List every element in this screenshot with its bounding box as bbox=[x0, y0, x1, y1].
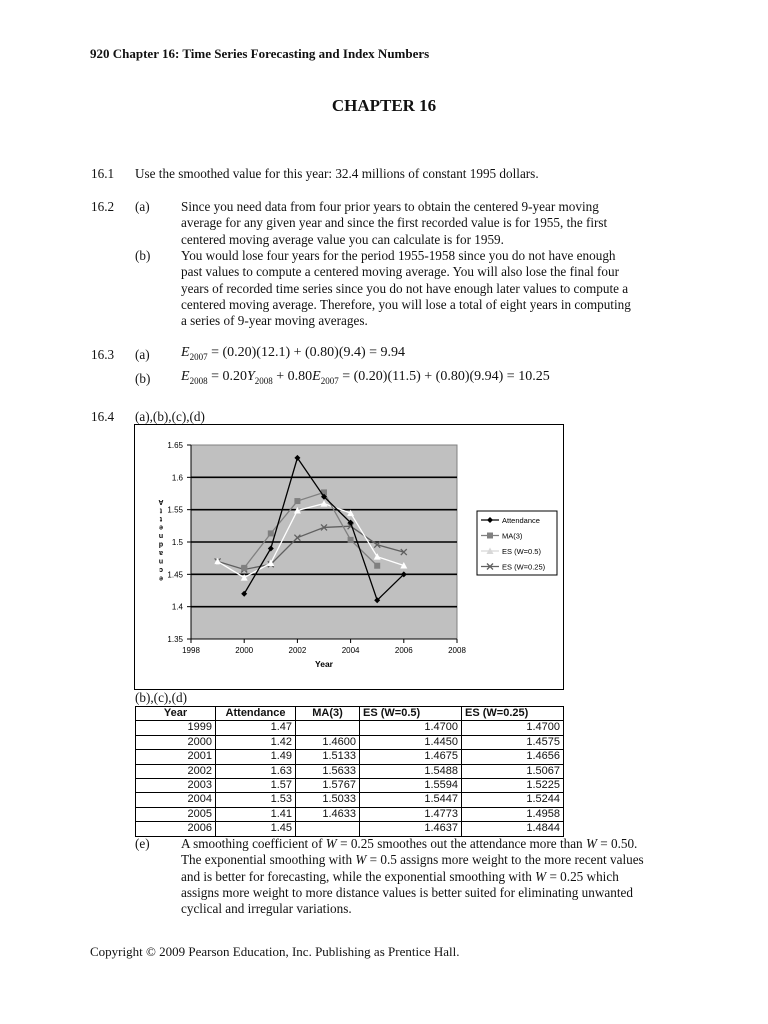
col-header-es05: ES (W=0.5) bbox=[360, 707, 462, 721]
problem-number-16-3: 16.3 bbox=[91, 347, 115, 362]
x-axis-label: Year bbox=[315, 659, 333, 669]
equation-16-3b bbox=[181, 369, 550, 386]
legend bbox=[477, 511, 557, 575]
part-label-16-4e: (e) bbox=[135, 836, 150, 851]
text-line: years of recorded time series since you do not have enough later values to compute a bbox=[181, 280, 629, 296]
y-tick-label: 1.6 bbox=[171, 473, 183, 483]
col-header-attendance: Attendance bbox=[216, 707, 296, 721]
symbol-w: W bbox=[355, 852, 367, 868]
text-span: = 0.25 which bbox=[546, 868, 619, 884]
table-cell: 1.4633 bbox=[296, 807, 360, 821]
results-table bbox=[135, 706, 564, 837]
line-chart bbox=[135, 425, 563, 689]
part-label-16-2a: (a) bbox=[135, 199, 150, 214]
y-tick-label: 1.45 bbox=[167, 570, 183, 580]
text-line bbox=[181, 852, 671, 868]
symbol-w: W bbox=[325, 836, 337, 851]
table-row bbox=[136, 807, 564, 821]
equation-16-3a bbox=[181, 345, 405, 362]
problem-number-16-2: 16.2 bbox=[91, 199, 115, 214]
eq-text: = 0.20 bbox=[207, 369, 247, 384]
table-cell: 1.5447 bbox=[360, 793, 462, 807]
answer-16-2a bbox=[181, 199, 671, 248]
table-cell bbox=[296, 822, 360, 836]
table-cell: 1.45 bbox=[216, 822, 296, 836]
answer-16-1: Use the smoothed value for this year: 32.4 millions of constant 1995 dollars. bbox=[135, 166, 539, 181]
table-cell: 1.57 bbox=[216, 779, 296, 793]
y-tick-label: 1.65 bbox=[167, 441, 183, 450]
x-tick-label: 2006 bbox=[394, 646, 413, 655]
table-cell: 1.5067 bbox=[462, 764, 564, 778]
table-cell: 1.4450 bbox=[360, 735, 462, 749]
running-header: 920 Chapter 16: Time Series Forecasting and Index Numbers bbox=[90, 46, 430, 61]
text-line: cyclical and irregular variations. bbox=[181, 901, 352, 917]
table-cell: 1.4575 bbox=[462, 735, 564, 749]
part-label-16-3a: (a) bbox=[135, 347, 150, 362]
table-cell: 1.4637 bbox=[360, 822, 462, 836]
text-line: You would lose four years for the period 1955-1958 since you do not have enough bbox=[181, 248, 616, 263]
table-cell: 1.4773 bbox=[360, 807, 462, 821]
table-cell: 1.4600 bbox=[296, 735, 360, 749]
legend-label: ES (W=0.25) bbox=[502, 562, 546, 572]
problem-number-16-4: 16.4 bbox=[91, 409, 115, 424]
x-tick-label: 1998 bbox=[182, 646, 200, 655]
text-line bbox=[181, 869, 671, 885]
eq-subscript: 2007 bbox=[320, 375, 339, 386]
x-tick-label: 2000 bbox=[235, 646, 254, 655]
data-point bbox=[374, 563, 380, 569]
col-header-es025: ES (W=0.25) bbox=[462, 707, 564, 721]
eq-text: = (0.20)(12.1) + (0.80)(9.4) = 9.94 bbox=[207, 345, 406, 360]
x-tick-label: 2008 bbox=[448, 646, 466, 655]
text-span: = 0.5 assigns more weight to the more recent values bbox=[366, 852, 644, 868]
table-cell: 1.5133 bbox=[296, 750, 360, 764]
table-cell: 2002 bbox=[136, 764, 216, 778]
table-cell: 1999 bbox=[136, 721, 216, 735]
table-cell: 1.5767 bbox=[296, 779, 360, 793]
answer-16-2b bbox=[181, 248, 671, 329]
text-line: centered moving average value you can calculate is for 1959. bbox=[181, 231, 504, 247]
data-point bbox=[241, 565, 247, 571]
table-cell: 1.4656 bbox=[462, 750, 564, 764]
y-axis-label: ecnadnettA bbox=[158, 498, 164, 582]
chart-frame bbox=[134, 424, 564, 690]
table-row bbox=[136, 750, 564, 764]
eq-symbol: E bbox=[312, 369, 321, 384]
eq-symbol: Y bbox=[246, 369, 255, 384]
part-label-16-3b: (b) bbox=[135, 371, 151, 386]
table-cell: 1.5633 bbox=[296, 764, 360, 778]
col-header-year: Year bbox=[136, 707, 216, 721]
chapter-title: CHAPTER 16 bbox=[331, 96, 437, 115]
text-span: The exponential smoothing with bbox=[181, 852, 356, 868]
part-label-16-4abcd: (a),(b),(c),(d) bbox=[135, 409, 205, 424]
table-cell: 1.4844 bbox=[462, 822, 564, 836]
table-row bbox=[136, 735, 564, 749]
text-line: a series of 9-year moving averages. bbox=[181, 313, 368, 329]
text-line: centered moving average. Therefore, you will lose a total of eight years in computing bbox=[181, 296, 631, 312]
eq-subscript: 2008 bbox=[189, 375, 208, 386]
copyright-footer: Copyright © 2009 Pearson Education, Inc. Publishing as Prentice Hall. bbox=[90, 944, 460, 959]
table-cell: 2004 bbox=[136, 793, 216, 807]
table-cell: 2003 bbox=[136, 779, 216, 793]
table-cell: 1.4675 bbox=[360, 750, 462, 764]
table-row bbox=[136, 793, 564, 807]
text-span: = 0.50. bbox=[596, 836, 638, 851]
symbol-w: W bbox=[535, 868, 547, 884]
table-header-row bbox=[136, 707, 564, 721]
y-tick-label: 1.5 bbox=[171, 538, 183, 547]
text-span: = 0.25 smoothes out the attendance more than bbox=[336, 836, 586, 851]
table-cell: 2001 bbox=[136, 750, 216, 764]
x-tick-label: 2002 bbox=[288, 646, 307, 655]
table-cell: 1.63 bbox=[216, 764, 296, 778]
table-cell: 1.5033 bbox=[296, 793, 360, 807]
legend-label: Attendance bbox=[502, 516, 540, 525]
table-cell: 1.42 bbox=[216, 735, 296, 749]
part-label-16-4-table: (b),(c),(d) bbox=[135, 690, 187, 705]
y-tick-label: 1.55 bbox=[167, 505, 183, 515]
table-row bbox=[136, 764, 564, 778]
part-label-16-2b: (b) bbox=[135, 248, 151, 263]
legend-label: MA(3) bbox=[502, 531, 523, 541]
x-tick-label: 2004 bbox=[341, 646, 360, 655]
text-line bbox=[181, 836, 671, 852]
eq-subscript: 2008 bbox=[254, 375, 273, 386]
problem-number-16-1: 16.1 bbox=[91, 166, 115, 181]
text-span: A smoothing coefficient of bbox=[181, 836, 326, 851]
table-cell: 1.4700 bbox=[462, 721, 564, 735]
text-line: assigns more weight to more distance values is better suited for eliminating unwanted bbox=[181, 884, 633, 900]
eq-subscript: 2007 bbox=[189, 351, 208, 362]
answer-16-4e bbox=[181, 836, 671, 917]
table-cell: 1.5244 bbox=[462, 793, 564, 807]
eq-symbol: E bbox=[181, 345, 190, 360]
table-cell: 1.5225 bbox=[462, 779, 564, 793]
data-point bbox=[348, 537, 354, 543]
text-line: average for any given year and since the first recorded value is for 1955, the first bbox=[181, 215, 608, 231]
table-cell: 1.4700 bbox=[360, 721, 462, 735]
y-tick-label: 1.35 bbox=[167, 635, 183, 644]
data-point bbox=[294, 498, 300, 504]
plot-area bbox=[191, 445, 457, 639]
table-cell: 1.47 bbox=[216, 721, 296, 735]
table-cell: 2005 bbox=[136, 807, 216, 821]
text-line: past values to compute a centered moving average. You will also lose the final four bbox=[181, 264, 619, 280]
y-tick-label: 1.4 bbox=[171, 602, 183, 612]
table-row bbox=[136, 822, 564, 836]
table-row bbox=[136, 721, 564, 735]
table-row bbox=[136, 779, 564, 793]
table-cell bbox=[296, 721, 360, 735]
symbol-w: W bbox=[585, 836, 597, 851]
text-line: Since you need data from four prior years to obtain the centered 9-year moving bbox=[181, 199, 599, 214]
table-cell: 1.53 bbox=[216, 793, 296, 807]
data-point bbox=[268, 530, 274, 536]
table-cell: 1.49 bbox=[216, 750, 296, 764]
table-cell: 1.5488 bbox=[360, 764, 462, 778]
col-header-ma3: MA(3) bbox=[296, 707, 360, 721]
table-cell: 1.41 bbox=[216, 807, 296, 821]
table-cell: 1.5594 bbox=[360, 779, 462, 793]
eq-symbol: E bbox=[181, 369, 190, 384]
table-cell: 1.4958 bbox=[462, 807, 564, 821]
eq-text: + 0.80 bbox=[272, 369, 313, 384]
legend-label: ES (W=0.5) bbox=[502, 547, 541, 556]
table-cell: 2006 bbox=[136, 822, 216, 836]
data-point bbox=[487, 533, 493, 539]
eq-text: = (0.20)(11.5) + (0.80)(9.94) = 10.25 bbox=[338, 369, 550, 384]
table-cell: 2000 bbox=[136, 735, 216, 749]
text-span: and is better for forecasting, while the exponential smoothing with bbox=[181, 868, 536, 884]
